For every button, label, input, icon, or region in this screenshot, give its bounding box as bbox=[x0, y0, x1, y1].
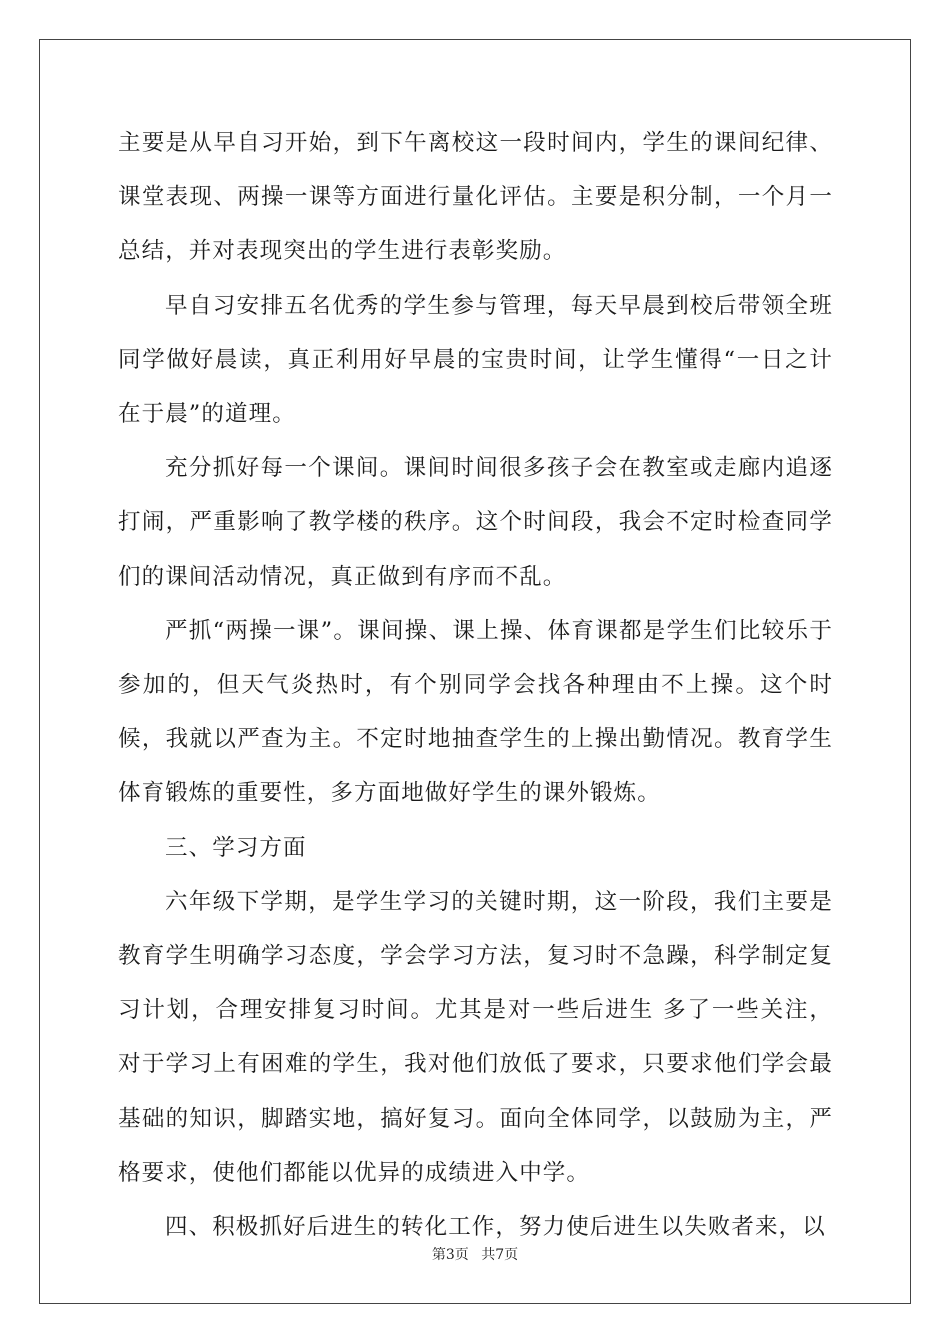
page-total: 共7页 bbox=[481, 1247, 519, 1263]
document-body bbox=[118, 116, 833, 1254]
paragraph-6: 四、积极抓好后进生的转化工作，努力使后进生以失败者来，以 bbox=[165, 1214, 826, 1241]
paragraph-5: 六年级下学期，是学生学习的关键时期，这一阶段，我们主要是教育学生明确学习态度，学会学习方法，复习时不急躁，科学制定复习计划，合理安排复习时间。尤其是对一些后进生 多了一些关注，对于学习上有困难的学生，我对他们放低了要求，只要求他们学会最基础的知识，脚踏实地，搞好复习。面向全体同学，以鼓励为主，严格要求，使他们都能以优异的成绩进入中学。 bbox=[118, 888, 833, 1186]
paragraph-3: 充分抓好每一个课间。课间时间很多孩子会在教室或走廊内追逐打闹，严重影响了教学楼的秩序。这个时间段，我会不定时检查同学们的课间活动情况，真正做到有序而不乱。 bbox=[118, 455, 833, 590]
page-footer bbox=[0, 1244, 950, 1264]
page-number: 第3页 bbox=[431, 1247, 469, 1263]
paragraph-2: 早自习安排五名优秀的学生参与管理，每天早晨到校后带领全班同学做好晨读，真正利用好早晨的宝贵时间，让学生懂得“一日之计在于晨”的道理。 bbox=[118, 292, 833, 428]
paragraph-1: 主要是从早自习开始，到下午离校这一段时间内，学生的课间纪律、课堂表现、两操一课等方面进行量化评估。主要是积分制，一个月一总结，并对表现突出的学生进行表彰奖励。 bbox=[118, 130, 833, 265]
paragraph-4: 严抓“两操一课”。课间操、课上操、体育课都是学生们比较乐于参加的，但天气炎热时，有个别同学会找各种理由不上操。这个时候，我就以严查为主。不定时地抽查学生的上操出勤情况。教育学生体育锻炼的重要性，多方面地做好学生的课外锻炼。 bbox=[118, 617, 833, 807]
section-heading-study: 三、学习方面 bbox=[165, 834, 307, 861]
